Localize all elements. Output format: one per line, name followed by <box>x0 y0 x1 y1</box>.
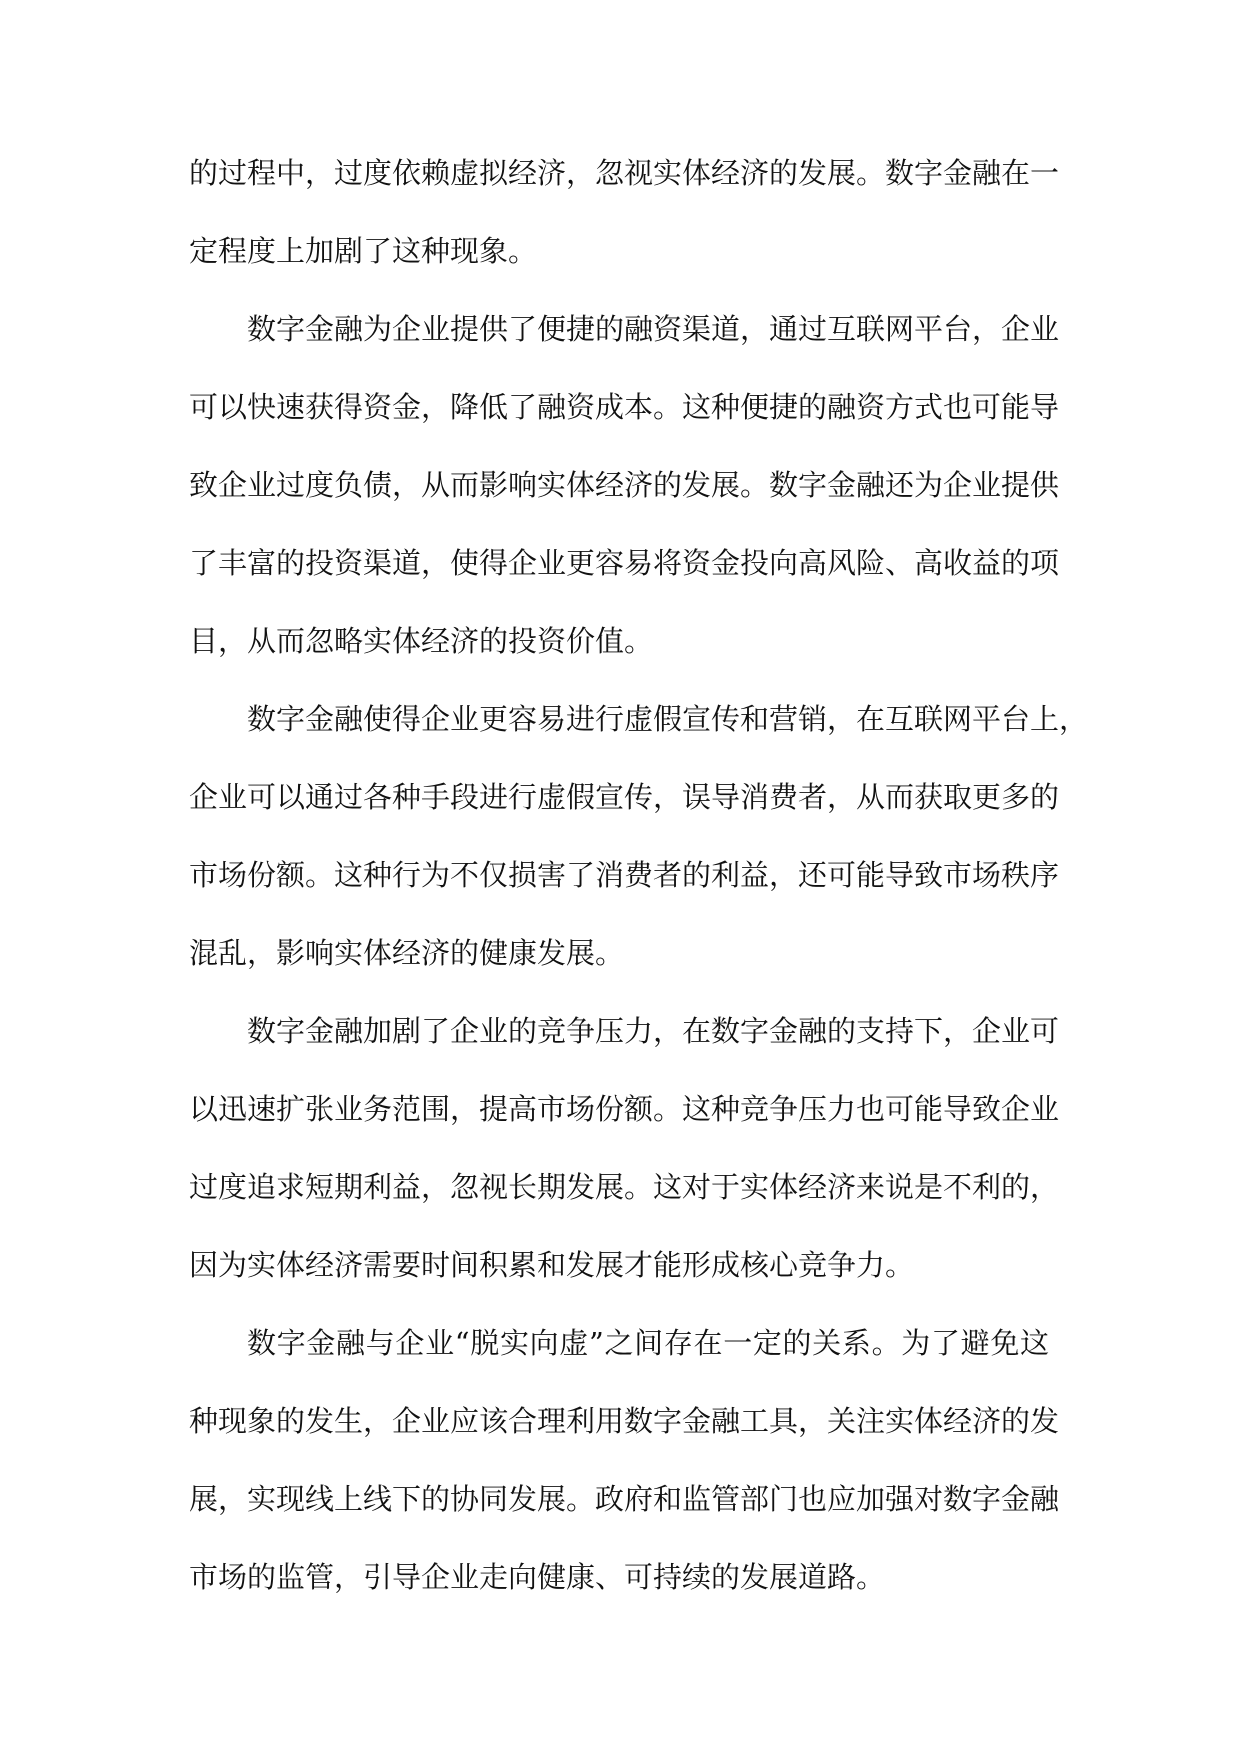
paragraph-3-line-4: 混乱，影响实体经济的健康发展。 <box>189 936 625 970</box>
paragraph-4-line-1: 数字金融加剧了企业的竞争压力，在数字金融的支持下，企业可 <box>247 1014 1060 1048</box>
paragraph-5-line-4: 市场的监管，引导企业走向健康、可持续的发展道路。 <box>189 1560 886 1594</box>
document-body <box>189 145 1089 1627</box>
paragraph-3-line-3: 市场份额。这种行为不仅损害了消费者的利益，还可能导致市场秩序 <box>189 858 1060 892</box>
paragraph-2-line-3: 致企业过度负债，从而影响实体经济的发展。数字金融还为企业提供 <box>189 468 1060 502</box>
paragraph-1-line-1: 的过程中，过度依赖虚拟经济，忽视实体经济的发展。数字金融在一 <box>189 156 1060 190</box>
paragraph-2-line-1: 数字金融为企业提供了便捷的融资渠道，通过互联网平台，企业 <box>247 312 1060 346</box>
paragraph-4-line-2: 以迅速扩张业务范围，提高市场份额。这种竞争压力也可能导致企业 <box>189 1092 1060 1126</box>
paragraph-1-line-2: 定程度上加剧了这种现象。 <box>189 234 538 268</box>
paragraph-3-line-1: 数字金融使得企业更容易进行虚假宣传和营销，在互联网平台上， <box>247 702 1089 736</box>
paragraph-2-line-5: 目，从而忽略实体经济的投资价值。 <box>189 624 654 658</box>
paragraph-5-line-3: 展，实现线上线下的协同发展。政府和监管部门也应加强对数字金融 <box>189 1482 1060 1516</box>
paragraph-2-line-2: 可以快速获得资金，降低了融资成本。这种便捷的融资方式也可能导 <box>189 390 1060 424</box>
paragraph-5-line-1: 数字金融与企业“脱实向虚”之间存在一定的关系。为了避免这 <box>247 1326 1049 1360</box>
paragraph-4-line-4: 因为实体经济需要时间积累和发展才能形成核心竞争力。 <box>189 1248 915 1282</box>
paragraph-3-line-2: 企业可以通过各种手段进行虚假宣传，误导消费者，从而获取更多的 <box>189 780 1060 814</box>
paragraph-5-line-2: 种现象的发生，企业应该合理利用数字金融工具，关注实体经济的发 <box>189 1404 1060 1438</box>
paragraph-4-line-3: 过度追求短期利益，忽视长期发展。这对于实体经济来说是不利的， <box>189 1170 1060 1204</box>
paragraph-2-line-4: 了丰富的投资渠道，使得企业更容易将资金投向高风险、高收益的项 <box>189 546 1060 580</box>
